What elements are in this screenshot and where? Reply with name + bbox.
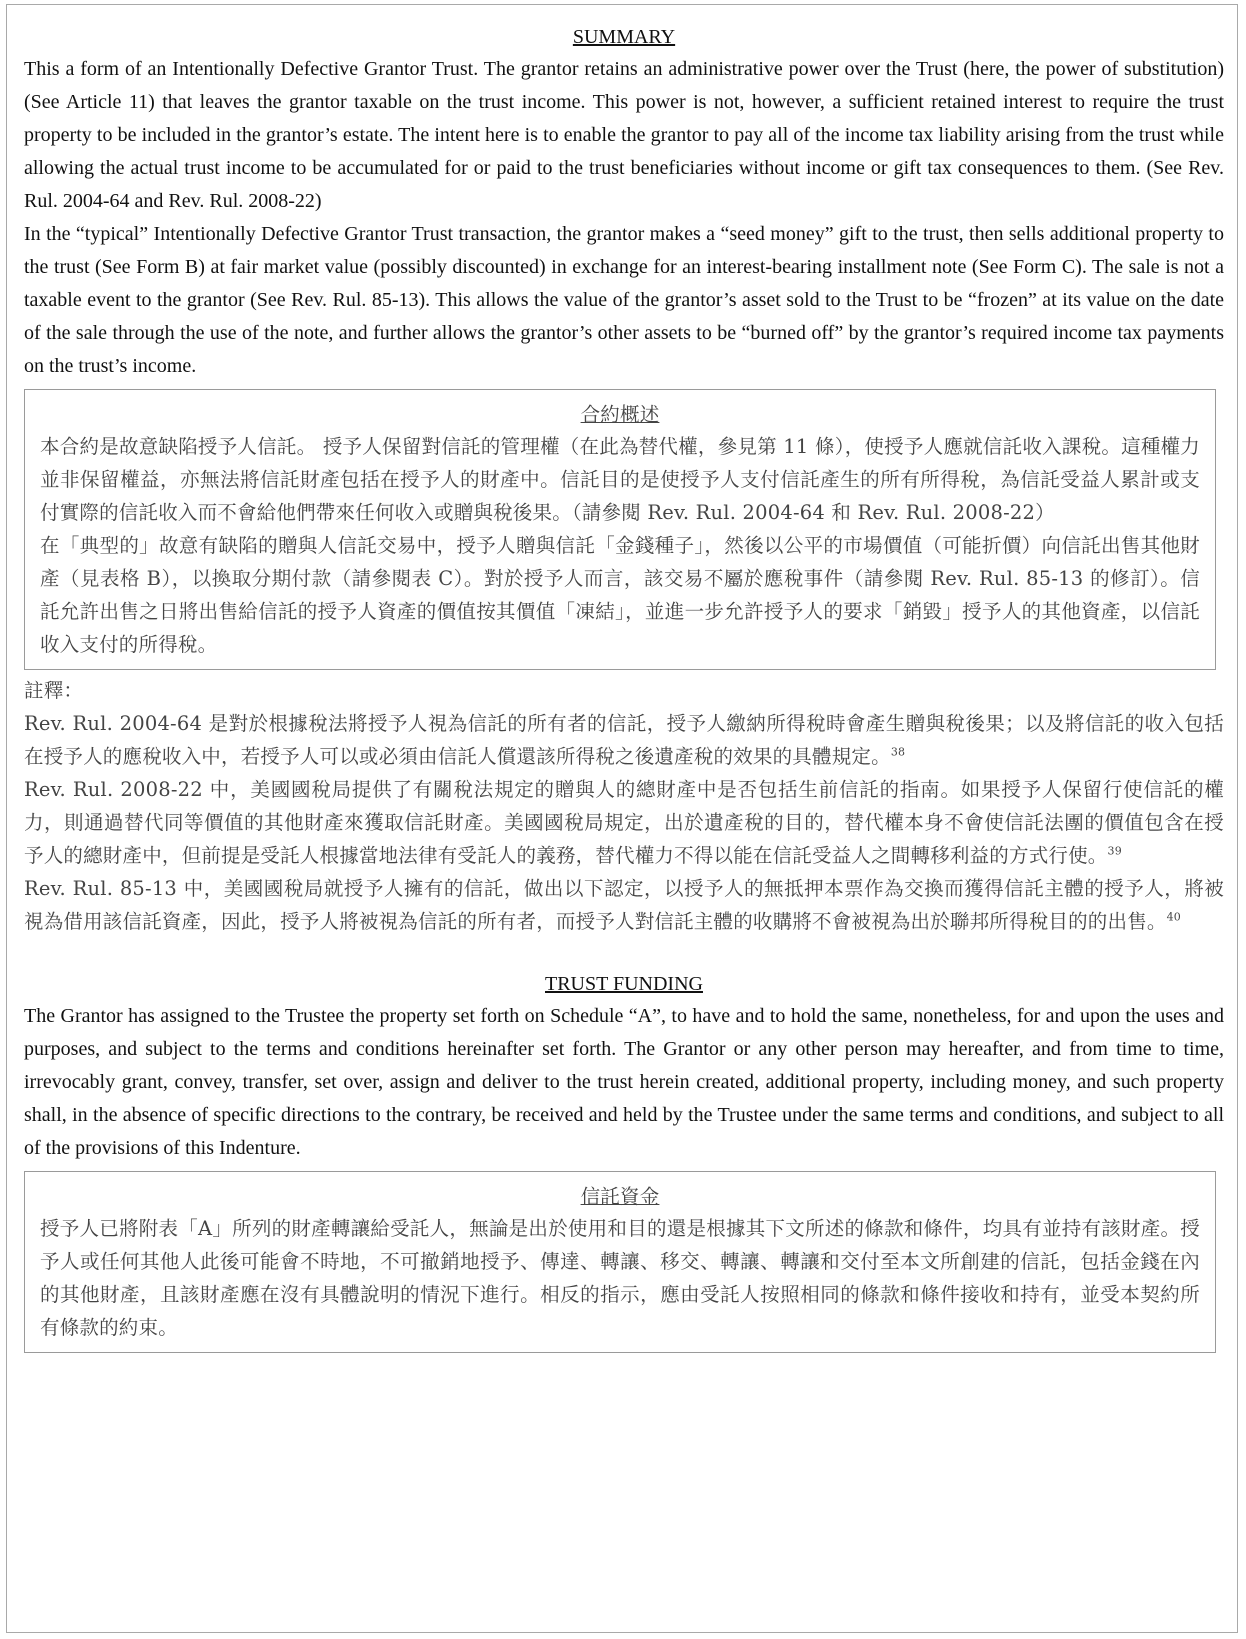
note-1 bbox=[24, 707, 1224, 773]
note-1-text: Rev. Rul. 2004-64 是對於根據稅法將授予人視為信託的所有者的信託，授予人繳納所得稅時會產生贈與稅後果；以及將信託的收入包括在授予人的應稅收入中，若授予人可以或必須由信託人償還該所得稅之後遺產稅的效果的具體規定。 bbox=[24, 712, 1224, 768]
document-page bbox=[6, 4, 1238, 1633]
document-content bbox=[24, 5, 1224, 1353]
summary-heading: SUMMARY bbox=[572, 26, 676, 48]
note-3-reference: 40 bbox=[1166, 910, 1182, 924]
note-2 bbox=[24, 773, 1224, 872]
note-3 bbox=[24, 872, 1224, 938]
notes-label: 註釋： bbox=[24, 679, 84, 702]
note-2-reference: 39 bbox=[1107, 844, 1122, 858]
note-2-text: Rev. Rul. 2008-22 中，美國國稅局提供了有關稅法規定的贈與人的總財產中是否包括生前信託的指南。如果授予人保留行使信託的權力，則通過替代同等價值的其他財產來獲取信託財產。美國國稅局規定，出於遺產稅的目的，替代權本身不會使信託法團的價值包含在授予人的總財產中，但前提是受託人根據當地法律有受託人的義務，替代權力不得以能在信託受益人之間轉移利益的方式行使。 bbox=[24, 778, 1224, 867]
summary-translation-paragraph-2: 在「典型的」故意有缺陷的贈與人信託交易中，授予人贈與信託「金錢種子」，然後以公平的市場價值（可能折價）向信託出售其他財產（見表格 B），以換取分期付款（請參閱表 C）。對於授予人而言，該交易不屬於應稅事件（請參閱 Rev. Rul. 85-13 的修訂）。信託允許出售之日將出售給信託的授予人資產的價值按其價值「凍結」，並進一步允許授予人的要求「銷毀」授予人的其他資產，以信託收入支付的所得稅。 bbox=[40, 534, 1200, 656]
trust-funding-paragraph: The Grantor has assigned to the Trustee the property set forth on Schedule “A”, to have and to hold the same, nonetheless, for and upon the uses and purposes, and subject to the terms and conditions hereinafter set forth. The Grantor or any other person may hereafter, and from time to time, irrevocably grant, convey, transfer, set over, assign and deliver to the trust herein created, additional property, including money, and such property shall, in the absence of specific directions to the contrary, be received and held by the Trustee under the same terms and conditions, and subject to all of the provisions of this Indenture. bbox=[24, 1005, 1224, 1159]
trust-funding-translation-heading: 信託資金 bbox=[580, 1185, 660, 1208]
summary-paragraph-1: This a form of an Intentionally Defective Grantor Trust. The grantor retains an administrative power over the Trust (here, the power of substitution) (See Article 11) that leaves the grantor taxable on the trust income. This power is not, however, a sufficient retained interest to require the trust property to be included in the grantor’s estate. The intent here is to enable the grantor to pay all of the income tax liability arising from the trust while allowing the actual trust income to be accumulated for or paid to the trust beneficiaries without income or gift tax consequences to them. (See Rev. Rul. 2004-64 and Rev. Rul. 2008-22) bbox=[24, 58, 1224, 212]
summary-translation-paragraph-1: 本合約是故意缺陷授予人信託。 授予人保留對信託的管理權（在此為替代權，參見第 11 條），使授予人應就信託收入課稅。這種權力並非保留權益，亦無法將信託財產包括在授予人的財產中。信託目的是使授予人支付信託產生的所有所得稅，為信託受益人累計或支付實際的信託收入而不會給他們帶來任何收入或贈與稅後果。（請參閱 Rev. Rul. 2004-64 和 Rev. Rul. 2008-22） bbox=[40, 435, 1200, 524]
summary-translation-box bbox=[24, 389, 1216, 670]
trust-funding-translation-box bbox=[24, 1171, 1216, 1353]
note-1-reference: 38 bbox=[890, 745, 906, 759]
summary-paragraph-2: In the “typical” Intentionally Defective Grantor Trust transaction, the grantor makes a “seed money” gift to the trust, then sells additional property to the trust (See Form B) at fair market value (possibly discounted) in exchange for an interest-bearing installment note (See Form C). The sale is not a taxable event to the grantor (See Rev. Rul. 85-13). This allows the value of the grantor’s asset sold to the Trust to be “frozen” at its value on the date of the sale through the use of the note, and further allows the grantor’s other assets to be “burned off” by the grantor’s required income tax payments on the trust’s income. bbox=[24, 223, 1224, 377]
trust-funding-translation-paragraph: 授予人已將附表「A」所列的財產轉讓給受託人，無論是出於使用和目的還是根據其下文所述的條款和條件，均具有並持有該財產。授予人或任何其他人此後可能會不時地，不可撤銷地授予、傳達、轉讓、移交、轉讓、轉讓和交付至本文所創建的信託，包括金錢在內的其他財產，且該財產應在沒有具體說明的情況下進行。相反的指示，應由受託人按照相同的條款和條件接收和持有，並受本契約所有條款的約束。 bbox=[40, 1217, 1200, 1339]
summary-translation-heading: 合約概述 bbox=[580, 403, 660, 426]
note-3-text: Rev. Rul. 85-13 中，美國國稅局就授予人擁有的信託，做出以下認定，以授予人的無抵押本票作為交換而獲得信託主體的授予人，將被視為借用該信託資產，因此，授予人將被視為信託的所有者，而授予人對信託主體的收購將不會被視為出於聯邦所得稅目的的出售。 bbox=[24, 877, 1224, 933]
trust-funding-heading: TRUST FUNDING bbox=[545, 973, 703, 995]
notes-section bbox=[24, 674, 1224, 938]
